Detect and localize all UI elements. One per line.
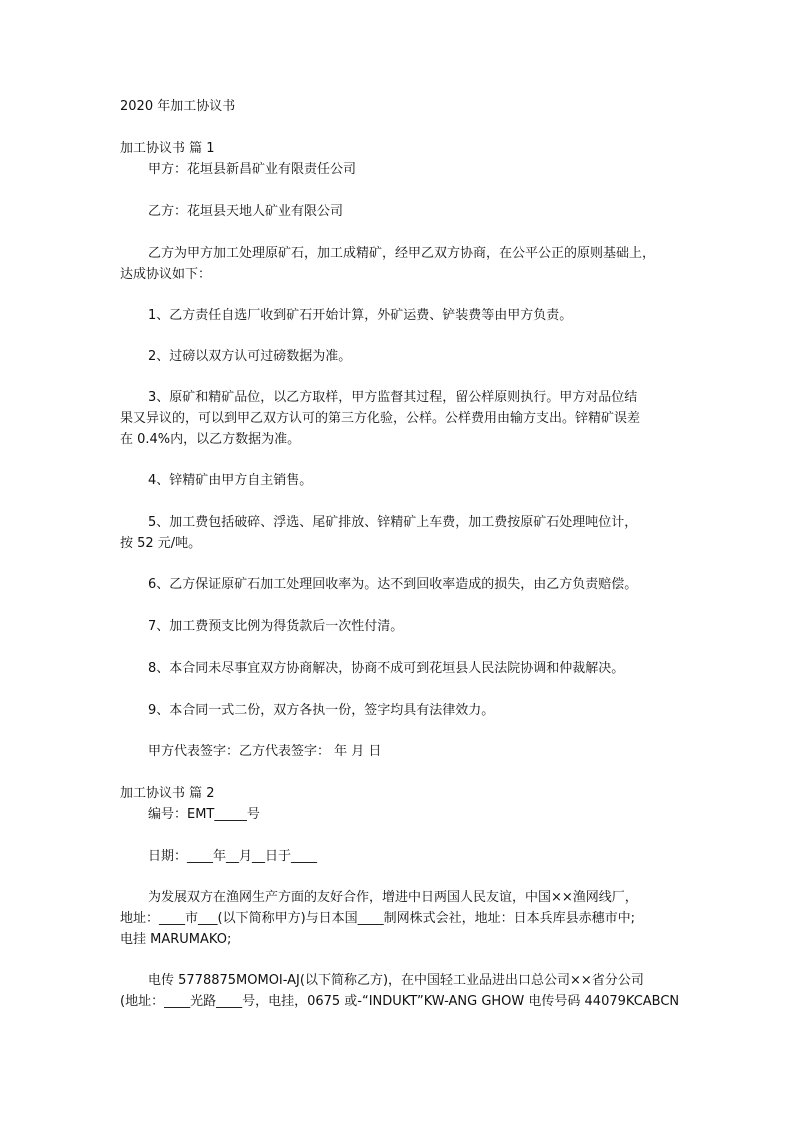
- clause-3-line-3: 在 0.4%内，以乙方数据为准。: [120, 432, 301, 447]
- clause-5-line-2: 按 52 元/吨。: [120, 536, 202, 551]
- document-title: 2020 年加工协议书: [120, 99, 236, 114]
- signature-line: 甲方代表签字：乙方代表签字： 年 月 日: [148, 744, 382, 759]
- clause-6: 6、乙方保证原矿石加工处理回收率为。达不到回收率造成的损失，由乙方负责赔偿。: [148, 577, 638, 592]
- contract-date: 日期：____年__月__日于____: [148, 849, 318, 864]
- section-2-heading: 加工协议书 篇 2: [120, 786, 215, 801]
- clause-5-line-1: 5、加工费包括破碎、浮选、尾矿排放、锌精矿上车费，加工费按原矿石处理吨位计，: [148, 515, 638, 530]
- section-1-heading: 加工协议书 篇 1: [120, 141, 215, 156]
- paragraph-1-line-1: 为发展双方在渔网生产方面的友好合作，增进中日两国人民友谊，中国××渔网线厂，: [148, 890, 638, 905]
- clause-9: 9、本合同一式二份，双方各执一份，签字均具有法律效力。: [148, 703, 495, 718]
- clause-1: 1、乙方责任自选厂收到矿石开始计算，外矿运费、铲装费等由甲方负责。: [148, 308, 573, 323]
- intro-line-1: 乙方为甲方加工处理原矿石，加工成精矿，经甲乙双方协商，在公平公正的原则基础上，: [148, 246, 656, 261]
- clause-2: 2、过磅以双方认可过磅数据为准。: [148, 349, 352, 364]
- paragraph-2-line-1: 电传 5778875MOMOI-AJ(以下简称乙方)，在中国轻工业品进出口总公司××省分公司: [148, 973, 644, 988]
- intro-line-2: 达成协议如下：: [120, 267, 212, 282]
- paragraph-1-line-2: 地址：____市___(以下简称甲方)与日本国____制网株式会社，地址：日本兵库县赤穗市中;: [120, 911, 636, 926]
- clause-8: 8、本合同未尽事宜双方协商解决，协商不成可到花垣县人民法院协调和仲裁解决。: [148, 661, 625, 676]
- party-b: 乙方：花垣县天地人矿业有限公司: [148, 204, 344, 219]
- party-a: 甲方：花垣县新昌矿业有限责任公司: [148, 162, 357, 177]
- clause-3-line-1: 3、原矿和精矿品位，以乙方取样，甲方监督其过程，留公样原则执行。甲方对品位结: [148, 390, 638, 405]
- clause-7: 7、加工费预支比例为得货款后一次性付清。: [148, 619, 404, 634]
- paragraph-2-line-2: (地址：____光路____号，电挂，0675 或-“INDUKT”KW-ANG GHOW 电传号码 44079KCABCN: [120, 994, 680, 1009]
- clause-4: 4、锌精矿由甲方自主销售。: [148, 473, 313, 488]
- clause-3-line-2: 果又异议的，可以到甲乙双方认可的第三方化验，公样。公样费用由输方支出。锌精矿误差: [120, 411, 641, 426]
- paragraph-1-line-3: 电挂 MARUMAKO;: [120, 932, 232, 947]
- contract-number: 编号：EMT_____号: [148, 807, 260, 822]
